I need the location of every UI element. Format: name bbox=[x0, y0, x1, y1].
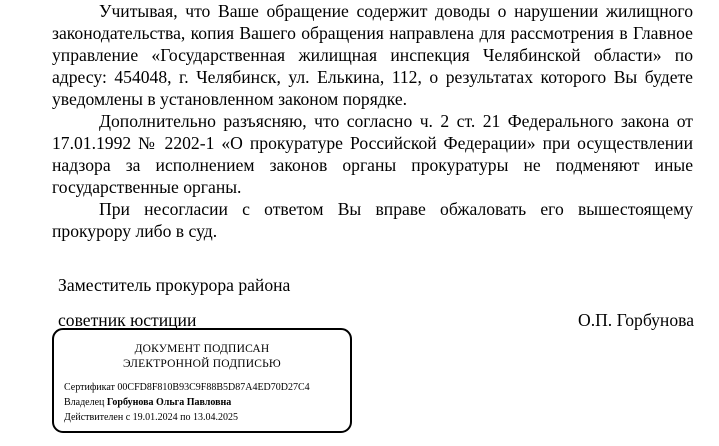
stamp-certificate-row bbox=[64, 382, 310, 394]
stamp-valid-from: 19.01.2024 bbox=[132, 412, 178, 423]
signer-name: О.П. Горбунова bbox=[578, 310, 694, 330]
stamp-certificate-label: Сертификат bbox=[64, 382, 115, 393]
stamp-valid-from-label: с bbox=[125, 412, 131, 423]
stamp-owner-label: Владелец bbox=[64, 397, 105, 408]
stamp-owner-row bbox=[64, 397, 231, 409]
stamp-owner-value: Горбунова Ольга Павловна bbox=[106, 397, 232, 408]
paragraph-appeal-right: При несогласии с ответом Вы вправе обжаловать его вышестоящему прокурору либо в суд. bbox=[52, 199, 693, 241]
stamp-valid-to-label: по bbox=[180, 412, 191, 423]
signer-rank: советник юстиции bbox=[58, 310, 197, 330]
signer-position bbox=[58, 274, 694, 296]
stamp-title-line1: ДОКУМЕНТ ПОДПИСАН bbox=[134, 343, 270, 355]
stamp-valid-label: Действителен bbox=[64, 412, 124, 423]
stamp-validity-row bbox=[64, 412, 238, 424]
letter-body bbox=[52, 0, 693, 242]
stamp-certificate-value: 00CFD8F810B93C9F88B5D87A4ED70D27C4 bbox=[117, 382, 310, 393]
electronic-signature-stamp bbox=[52, 328, 352, 433]
paragraph-housing-inspection: Учитывая, что Ваше обращение содержит доводы о нарушении жилищного законодательства, копия Вашего обращения направлена для рассмотрения в Главное управление «Государственная жилищная инспекция Челябинской области» по адресу: 454048, г. Челябинск, ул. Елькина, 112, о результатах которого Вы будете уведомлены в установленном законом порядке. bbox=[52, 1, 693, 109]
signer-position-text: Заместитель прокурора района bbox=[58, 275, 291, 295]
paragraph-prosecutor-law: Дополнительно разъясняю, что согласно ч. 2 ст. 21 Федерального закона от 17.01.1992 № 2202-1 «О прокуратуре Российской Федерации» при осуществлении надзора за исполнением законов органы прокуратуры не подменяют иные государственные органы. bbox=[52, 111, 693, 197]
stamp-valid-to: 13.04.2025 bbox=[193, 412, 239, 423]
stamp-title-line2: ЭЛЕКТРОННОЙ ПОДПИСЬЮ bbox=[123, 358, 281, 370]
